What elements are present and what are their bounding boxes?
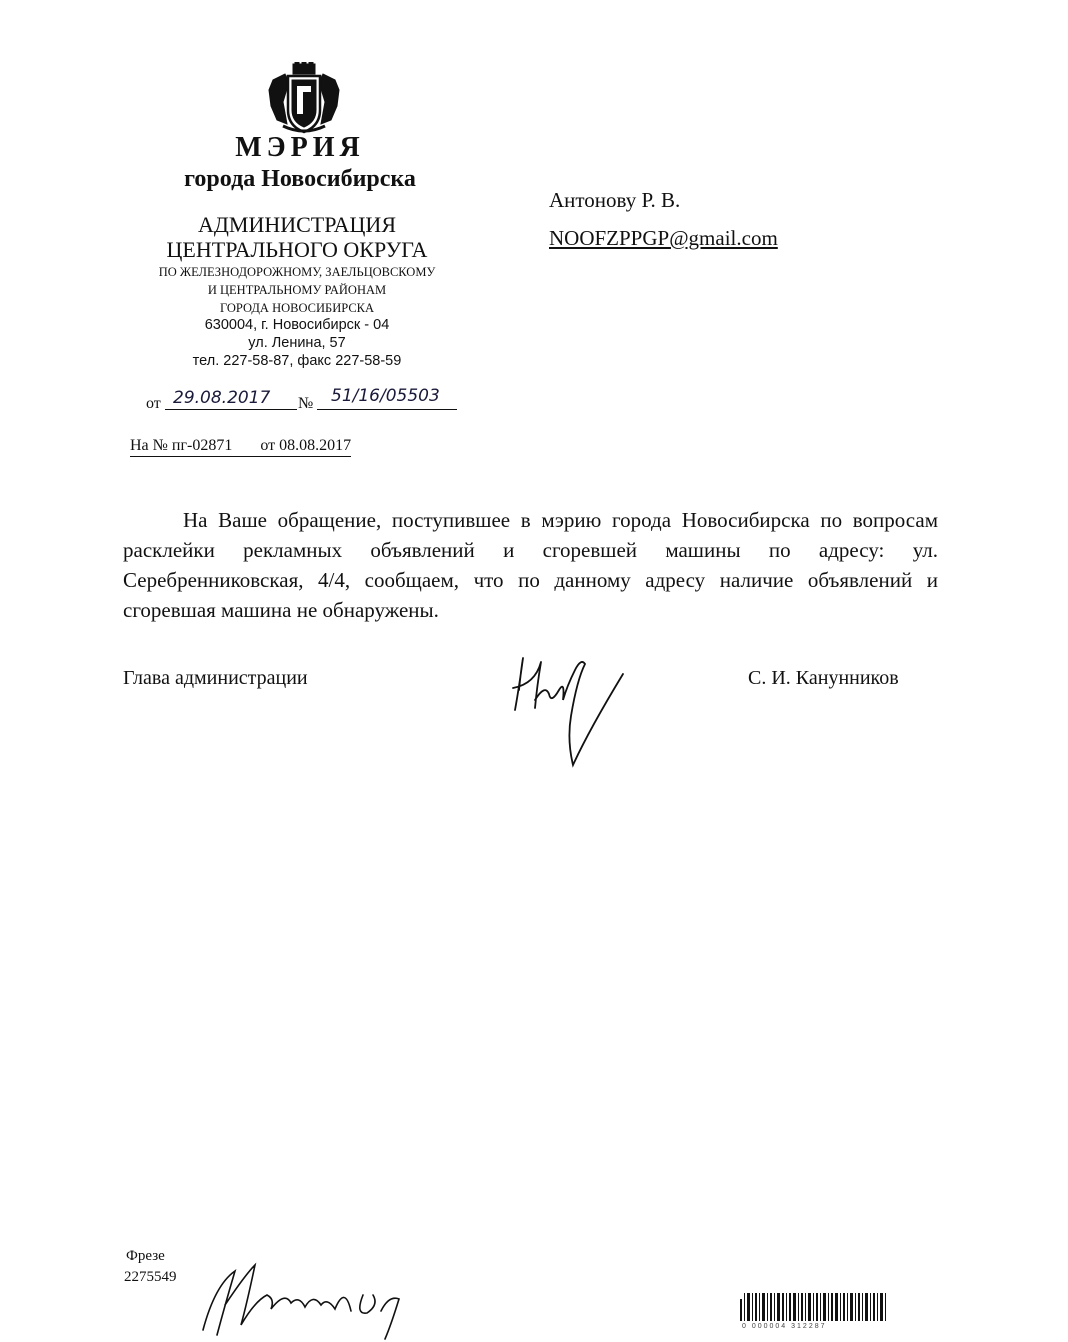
org-subtitle: города Новосибирска: [184, 166, 416, 192]
org-title: МЭРИЯ: [235, 132, 365, 163]
signer-name: С. И. Канунников: [748, 667, 899, 689]
executor-name: Фрезе: [126, 1248, 165, 1264]
signer-position: Глава администрации: [123, 667, 308, 689]
address-postcode: 630004, г. Новосибирск - 04: [204, 317, 390, 333]
date-label: от: [146, 395, 161, 412]
barcode-digits: 0 000004 312287: [742, 1323, 827, 1330]
recipient-name: Антонову Р. В.: [549, 188, 681, 212]
registration-number: 51/16/05503: [317, 386, 457, 410]
administration-line: И ЦЕНТРАЛЬНОМУ РАЙОНАМ: [207, 283, 387, 297]
contact-phone-fax: тел. 227-58-87, факс 227-58-59: [192, 353, 402, 369]
recipient-email: NOOFZPPGP@gmail.com: [549, 226, 778, 250]
administration-line: ПО ЖЕЛЕЗНОДОРОЖНОМУ, ЗАЕЛЬЦОВСКОМУ: [158, 265, 436, 279]
administration-line: ГОРОДА НОВОСИБИРСКА: [219, 301, 375, 315]
registration-date: 29.08.2017: [165, 388, 297, 410]
signature-icon: [505, 640, 640, 770]
number-label: №: [298, 395, 314, 412]
reference-line: На № пг-02871 от 08.08.2017: [130, 437, 351, 457]
barcode-icon: [740, 1293, 890, 1323]
executor-signature-icon: [195, 1255, 410, 1342]
letter-body: На Ваше обращение, поступившее в мэрию города Новосибирска по вопросам расклейки рекламных объявлений и сгоревшей машины по адресу: ул. Серебренниковская, 4/4, сообщаем, что по данному адресу наличие объявлений и сгоревшая машина не обнаружены.: [123, 508, 938, 622]
administration-district: ЦЕНТРАЛЬНОГО ОКРУГА: [166, 237, 428, 262]
administration-title: АДМИНИСТРАЦИЯ: [198, 212, 396, 237]
executor-phone: 2275549: [124, 1269, 177, 1285]
address-street: ул. Ленина, 57: [248, 335, 346, 351]
coat-of-arms-icon: [263, 62, 345, 138]
